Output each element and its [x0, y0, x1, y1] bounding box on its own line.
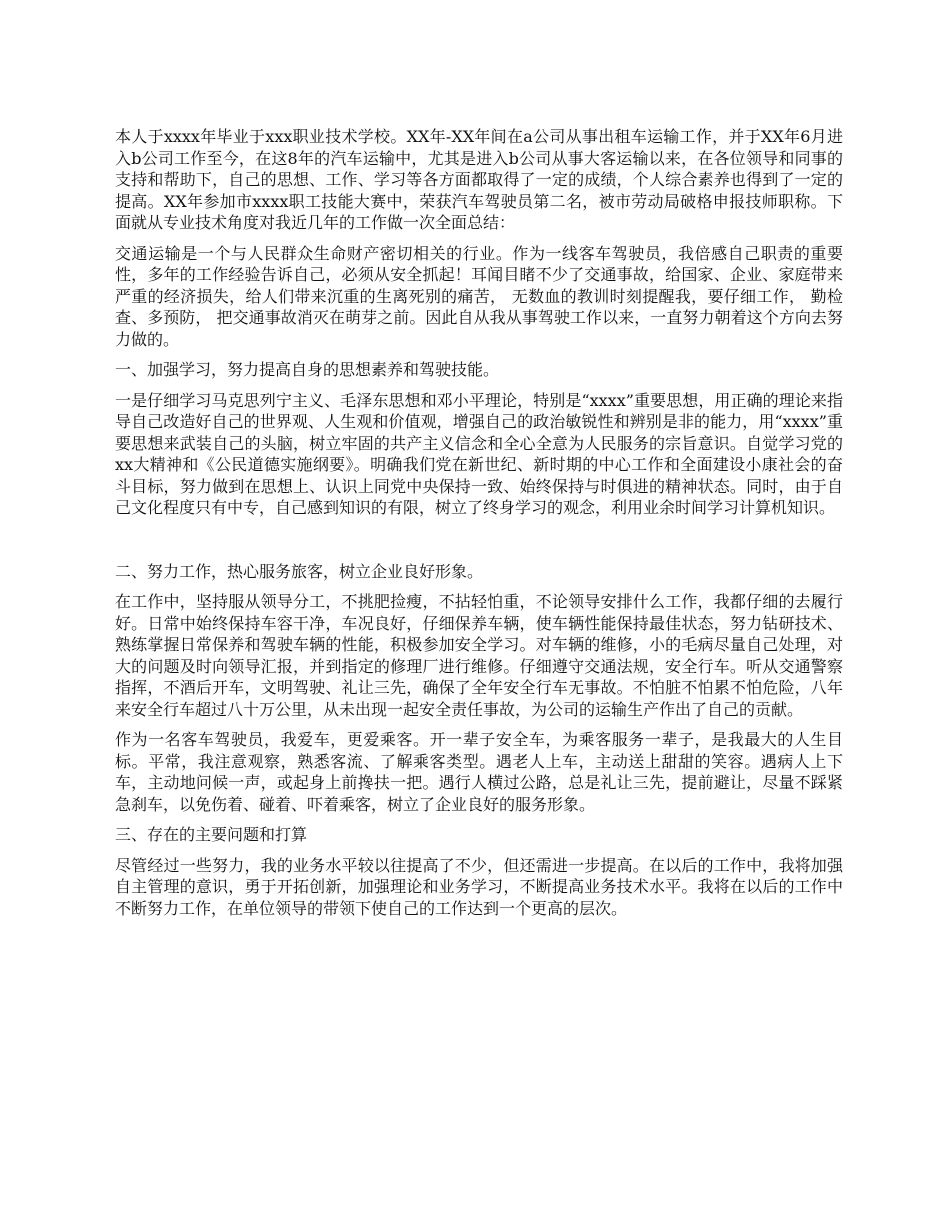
section-heading-1: 一、加强学习，努力提高自身的思想素养和驾驶技能。	[115, 360, 500, 379]
section-heading-3: 三、存在的主要问题和打算	[115, 825, 308, 844]
document-body	[115, 126, 843, 928]
section-heading-2: 二、努力工作，热心服务旅客，树立企业良好形象。	[115, 561, 484, 581]
intro-paragraph: 本人于xxxx年毕业于xxx职业技术学校。XX年-XX年间在a公司从事出租车运输工作，并于XX年6月进入b公司工作至今，在这8年的汽车运输中，尤其是进入b公司从事大客运输以来，在各位领导和同事的支持和帮助下，自己的思想、工作、学习等各方面都取得了一定的成绩，个人综合素养也得到了一定的提高。XX年参加市xxxx职工技能大赛中，荣获汽车驾驶员第二名，被市劳动局破格申报技师职称。下面就从专业技术角度对我近几年的工作做一次全面总结：	[115, 127, 843, 232]
blank-line	[115, 528, 843, 561]
plans-paragraph: 尽管经过一些努力，我的业务水平较以往提高了不少，但还需进一步提高。在以后的工作中，我将加强自主管理的意识，勇于开拓创新，加强理论和业务学习，不断提高业务技术水平。我将在以后的工作中不断努力工作，在单位领导的带领下使自己的工作达到一个更高的层次。	[115, 855, 843, 918]
service-paragraph: 作为一名客车驾驶员，我爱车，更爱乘客。开一辈子安全车，为乘客服务一辈子，是我最大的人生目标。平常，我注意观察，熟悉客流、了解乘客类型。遇老人上车，主动送上甜甜的笑容。遇病人上下车，主动地问候一声，或起身上前搀扶一把。遇行人横过公路，总是礼让三先，提前避让，尽量不踩紧急刹车，以免伤着、碰着、吓着乘客，树立了企业良好的服务形象。	[115, 730, 843, 814]
safety-paragraph: 交通运输是一个与人民群众生命财产密切相关的行业。作为一线客车驾驶员，我倍感自己职责的重要性，多年的工作经验告诉自己，必须从安全抓起！耳闻目睹不少了交通事故，给国家、企业、家庭带来严重的经济损失，给人们带来沉重的生离死别的痛苦， 无数血的教训时刻提醒我，要仔细工作， 勤检查、多预防， 把交通事故消灭在萌芽之前。因此自从我从事驾驶工作以来，一直努力朝着这个方向去努力做的。	[115, 243, 843, 349]
study-paragraph: 一是仔细学习马克思列宁主义、毛泽东思想和邓小平理论，特别是“xxxx”重要思想，用正确的理论来指导自己改造好自己的世界观、人生观和价值观，增强自己的政治敏锐性和辨别是非的能力，用“xxxx”重要思想来武装自己的头脑，树立牢固的共产主义信念和全心全意为人民服务的宗旨意识。自觉学习党的xx大精神和《公民道德实施纲要》。明确我们党在新世纪、新时期的中心工作和全面建设小康社会的奋斗目标，努力做到在思想上、认识上同党中央保持一致、始终保持与时俱进的精神状态。同时，由于自己文化程度只有中专，自己感到知识的有限，树立了终身学习的观念，利用业余时间学习计算机知识。	[115, 390, 843, 517]
work-paragraph: 在工作中，坚持服从领导分工，不挑肥捡瘦，不拈轻怕重，不论领导安排什么工作，我都仔细的去履行好。日常中始终保持车容干净，车况良好，仔细保养车辆，使车辆性能保持最佳状态，努力钻研技术、熟练掌握日常保养和驾驶车辆的性能，积极参加安全学习。对车辆的维修，小的毛病尽量自己处理，对大的问题及时向领导汇报，并到指定的修理厂进行维修。仔细遵守交通法规，安全行车。听从交通警察指挥，不酒后开车，文明驾驶、礼让三先，确保了全年安全行车无事故。不怕脏不怕累不怕危险，八年来安全行车超过八十万公里，从未出现一起安全责任事故，为公司的运输生产作出了自己的贡献。	[115, 592, 843, 719]
